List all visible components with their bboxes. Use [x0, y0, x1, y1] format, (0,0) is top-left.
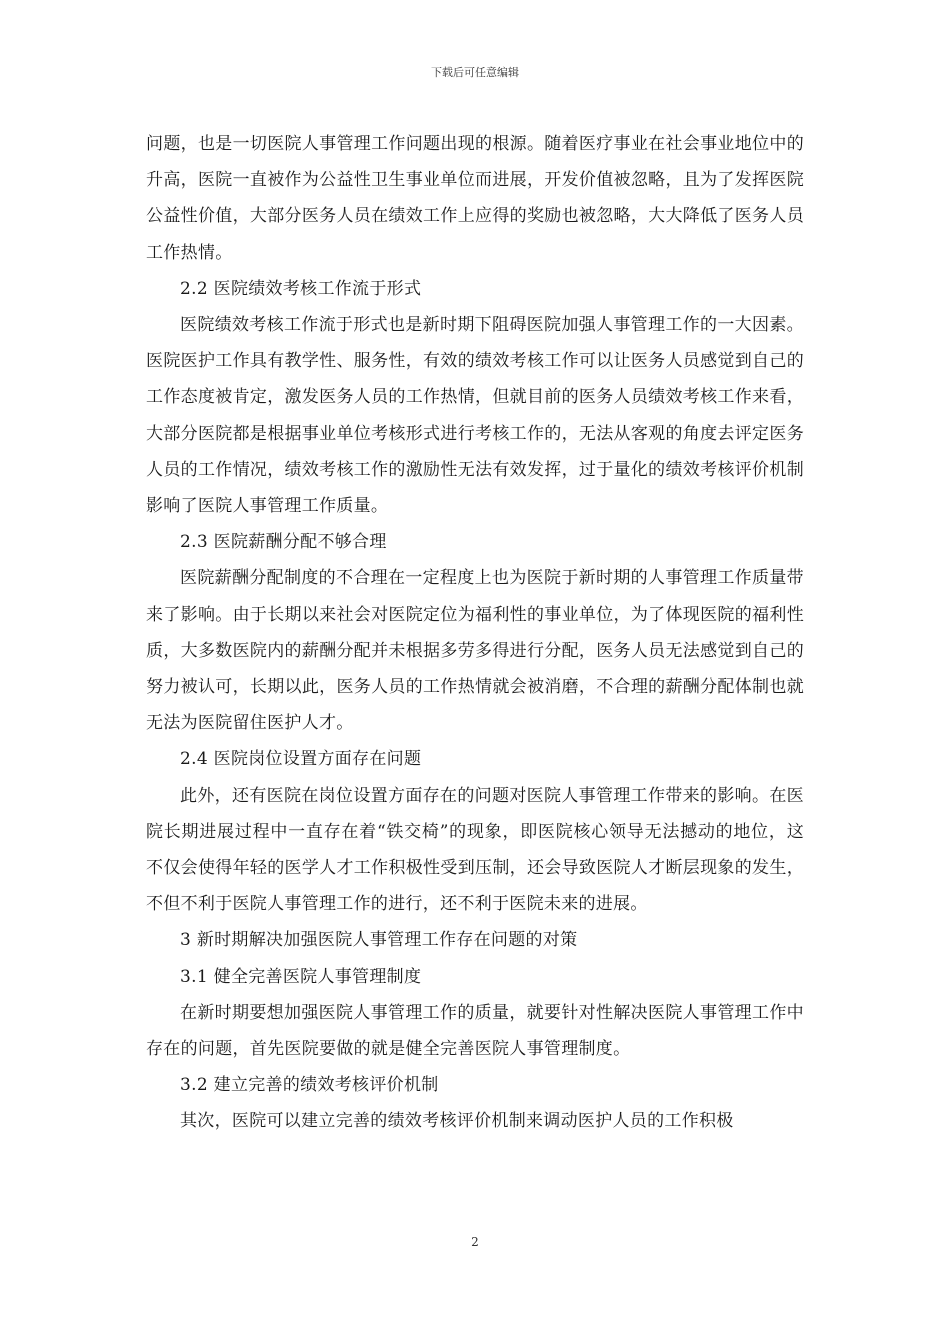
section-heading-3-1: 3.1 健全完善医院人事管理制度 [180, 966, 422, 987]
section-heading-2-3: 2.3 医院薪酬分配不够合理 [180, 532, 387, 553]
paragraph: 医院绩效考核工作流于形式也是新时期下阻碍医院加强人事管理工作的一大因素。医院医护工作具有教学性、服务性，有效的绩效考核工作可以让医务人员感觉到自己的工作态度被肯定，激发医务人员的工作热情，但就目前的医务人员绩效考核工作来看，大部分医院都是根据事业单位考核形式进行考核工作的，无法从客观的角度去评定医务人员的工作情况，绩效考核工作的激励性无法有效发挥，过于量化的绩效考核评价机制影响了医院人事管理工作质量。 [146, 315, 804, 517]
section-heading-3: 3 新时期解决加强医院人事管理工作存在问题的对策 [180, 930, 578, 951]
paragraph: 其次，医院可以建立完善的绩效考核评价机制来调动医护人员的工作积极 [180, 1111, 734, 1132]
section-heading-3-2: 3.2 建立完善的绩效考核评价机制 [180, 1075, 439, 1096]
section-heading-2-4: 2.4 医院岗位设置方面存在问题 [180, 749, 422, 770]
page-number: 2 [471, 1235, 479, 1249]
paragraph: 此外，还有医院在岗位设置方面存在的问题对医院人事管理工作带来的影响。在医院长期进展过程中一直存在着“铁交椅”的现象，即医院核心领导无法撼动的地位，这不仅会使得年轻的医学人才工作积极性受到压制，还会导致医院人才断层现象的发生，不但不利于医院人事管理工作的进行，还不利于医院未来的进展。 [146, 785, 804, 915]
section-heading-2-2: 2.2 医院绩效考核工作流于形式 [180, 278, 422, 299]
page-header: 下载后可任意编辑 [431, 66, 519, 79]
paragraph: 在新时期要想加强医院人事管理工作的质量，就要针对性解决医院人事管理工作中存在的问题，首先医院要做的就是健全完善医院人事管理制度。 [146, 1002, 804, 1060]
document-body [146, 126, 804, 1140]
paragraph: 医院薪酬分配制度的不合理在一定程度上也为医院于新时期的人事管理工作质量带来了影响。由于长期以来社会对医院定位为福利性的事业单位，为了体现医院的福利性质，大多数医院内的薪酬分配并未根据多劳多得进行分配，医务人员无法感觉到自己的努力被认可，长期以此，医务人员的工作热情就会被消磨，不合理的薪酬分配体制也就无法为医院留住医护人才。 [146, 568, 804, 734]
paragraph-continued: 问题，也是一切医院人事管理工作问题出现的根源。随着医疗事业在社会事业地位中的升高，医院一直被作为公益性卫生事业单位而进展，开发价值被忽略，且为了发挥医院公益性价值，大部分医务人员在绩效工作上应得的奖励也被忽略，大大降低了医务人员工作热情。 [146, 134, 804, 263]
